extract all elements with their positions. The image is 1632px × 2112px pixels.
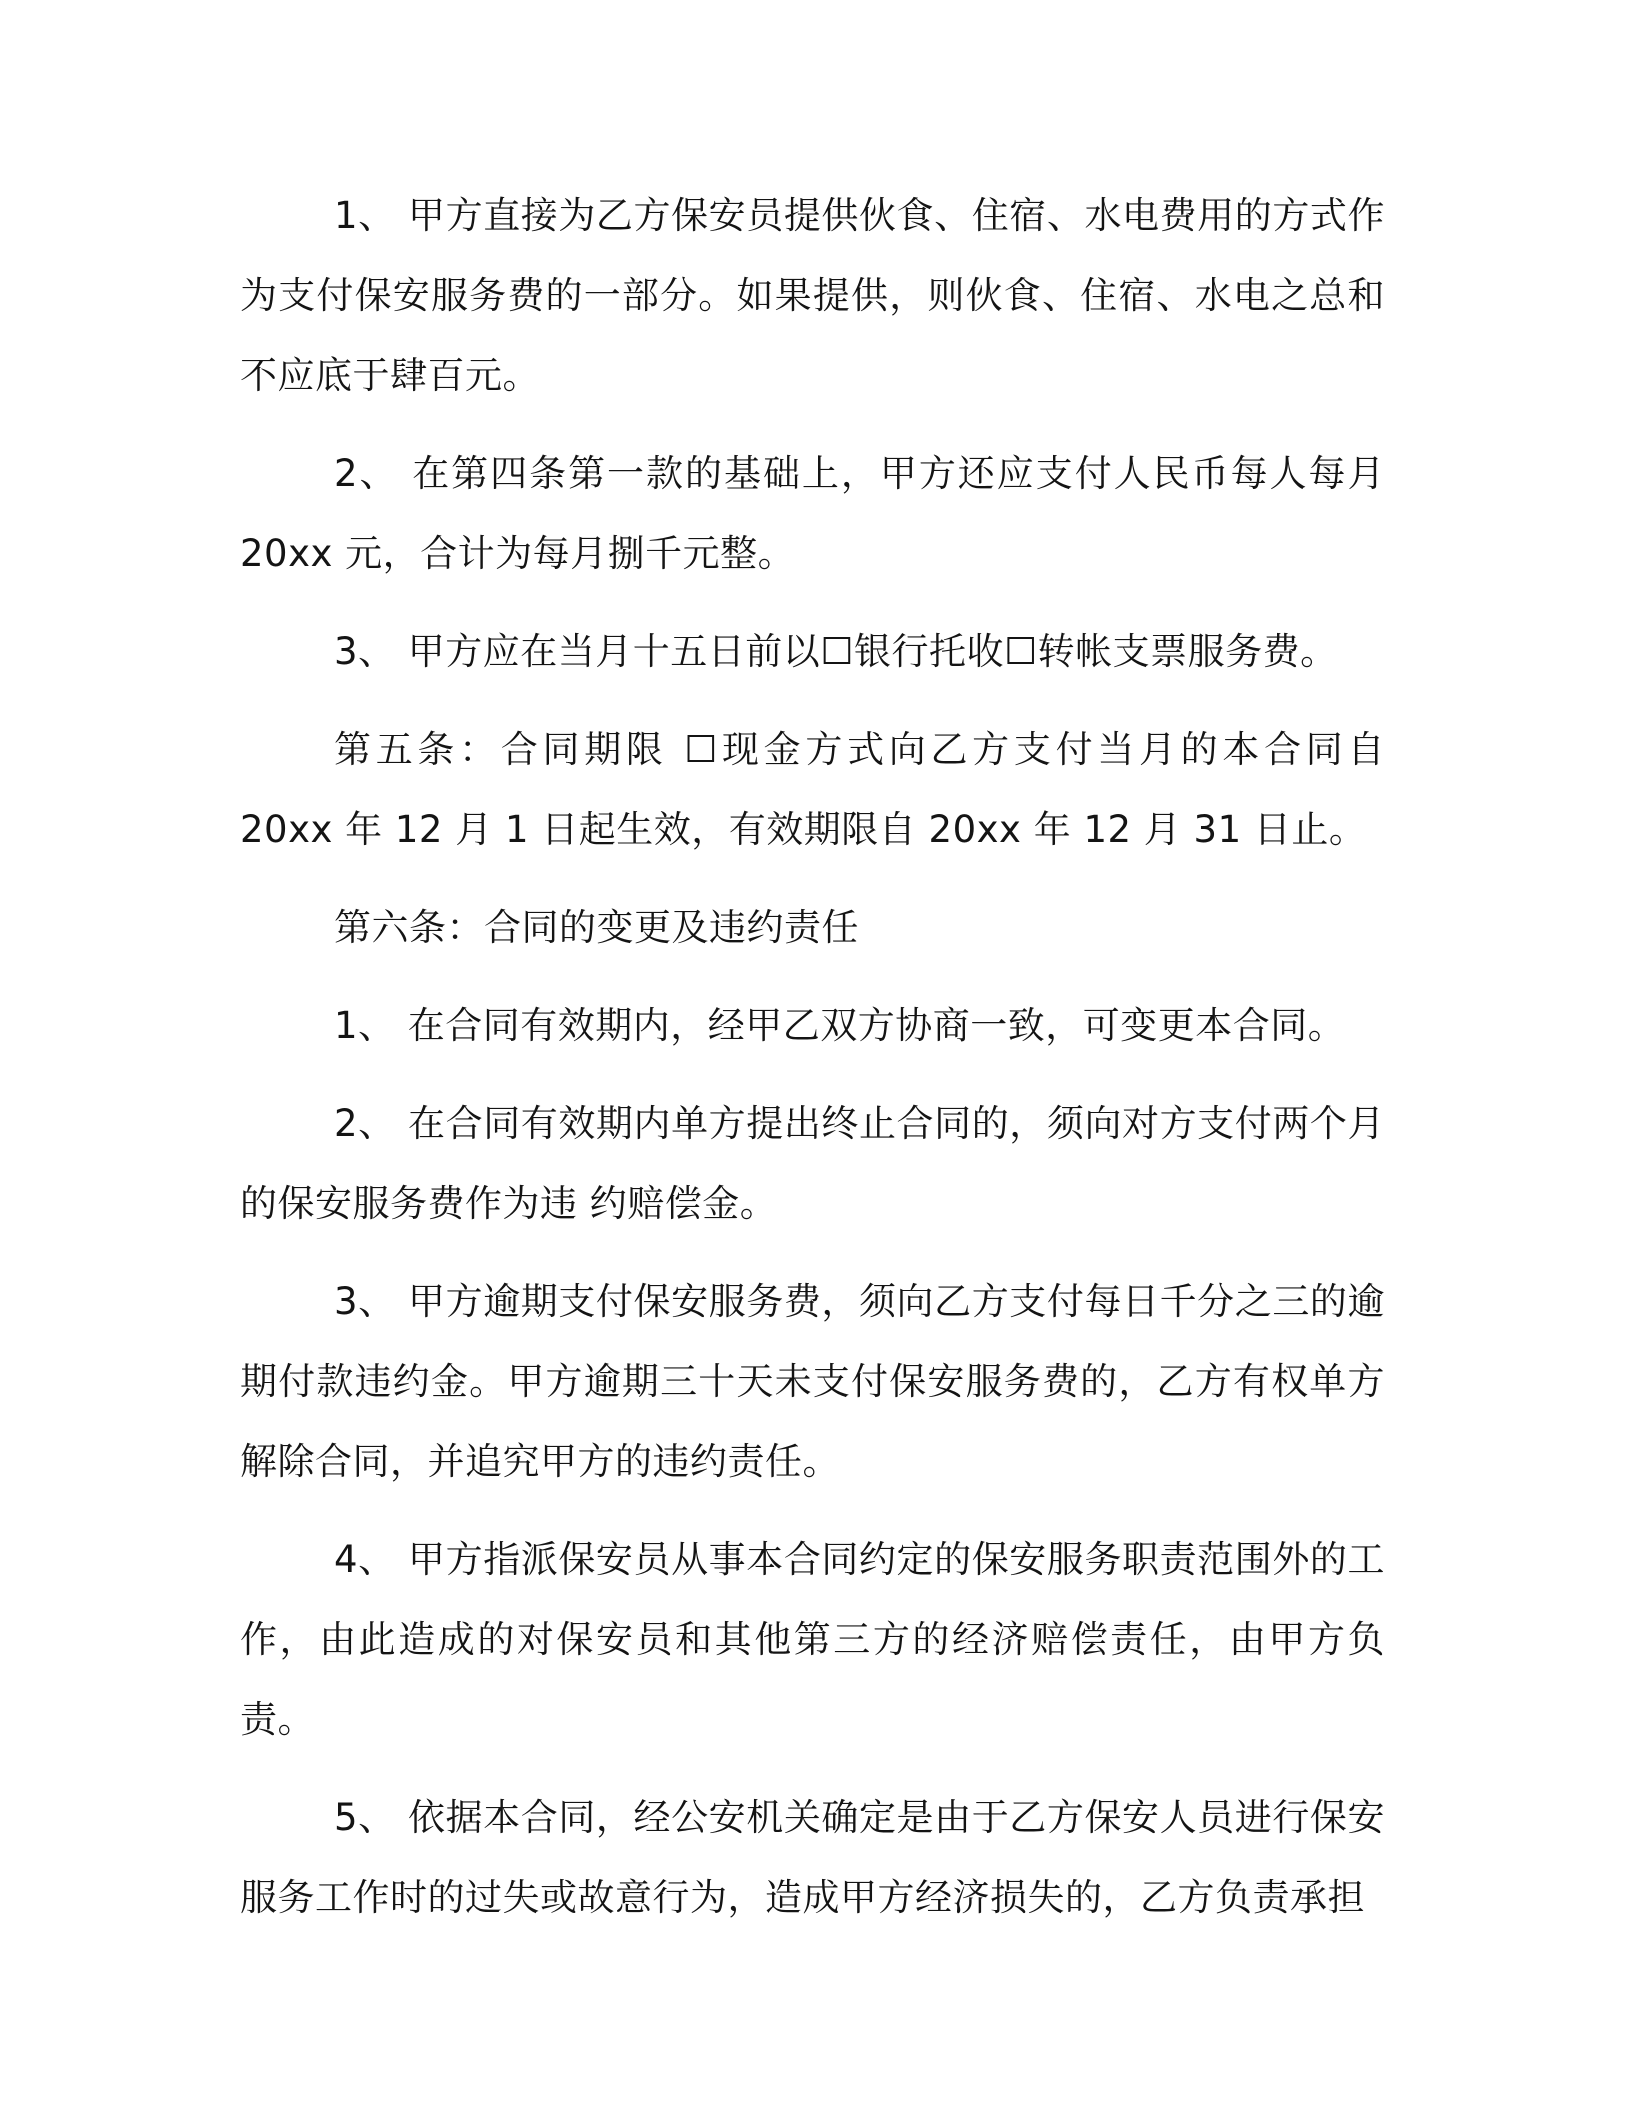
paragraph-item-2-termination: 2、 在合同有效期内单方提出终止合同的，须向对方支付两个月的保安服务费作为违 约赔偿金。 [240,1102,1385,1225]
article-six-heading: 第六条：合同的变更及违约责任 [334,906,859,949]
article-five-term: 第五条：合同期限 ☐现金方式向乙方支付当月的本合同自 20xx 年 12 月 1 日起生效，有效期限自 20xx 年 12 月 31 日止。 [240,728,1385,851]
document-body [240,176,1385,1956]
paragraph-item-3-late-payment: 3、 甲方逾期支付保安服务费，须向乙方支付每日千分之三的逾期付款违约金。甲方逾期三十天未支付保安服务费的，乙方有权单方解除合同，并追究甲方的违约责任。 [240,1280,1385,1483]
paragraph-item-3-payment-method: 3、 甲方应在当月十五日前以☐银行托收☐转帐支票服务费。 [334,630,1338,673]
paragraph-item-1-meals: 1、 甲方直接为乙方保安员提供伙食、住宿、水电费用的方式作为支付保安服务费的一部分。如果提供，则伙食、住宿、水电之总和不应底于肆百元。 [240,194,1385,397]
paragraph-item-4-extra-duties: 4、 甲方指派保安员从事本合同约定的保安服务职责范围外的工作，由此造成的对保安员和其他第三方的经济赔偿责任，由甲方负责。 [240,1538,1385,1741]
paragraph-item-5-liability: 5、 依据本合同，经公安机关确定是由于乙方保安人员进行保安服务工作时的过失或故意行为，造成甲方经济损失的，乙方负责承担 [240,1796,1385,1919]
paragraph-item-2-payment: 2、 在第四条第一款的基础上，甲方还应支付人民币每人每月 20xx 元，合计为每月捌千元整。 [240,452,1385,575]
paragraph-item-1-change: 1、 在合同有效期内，经甲乙双方协商一致，可变更本合同。 [334,1004,1346,1047]
